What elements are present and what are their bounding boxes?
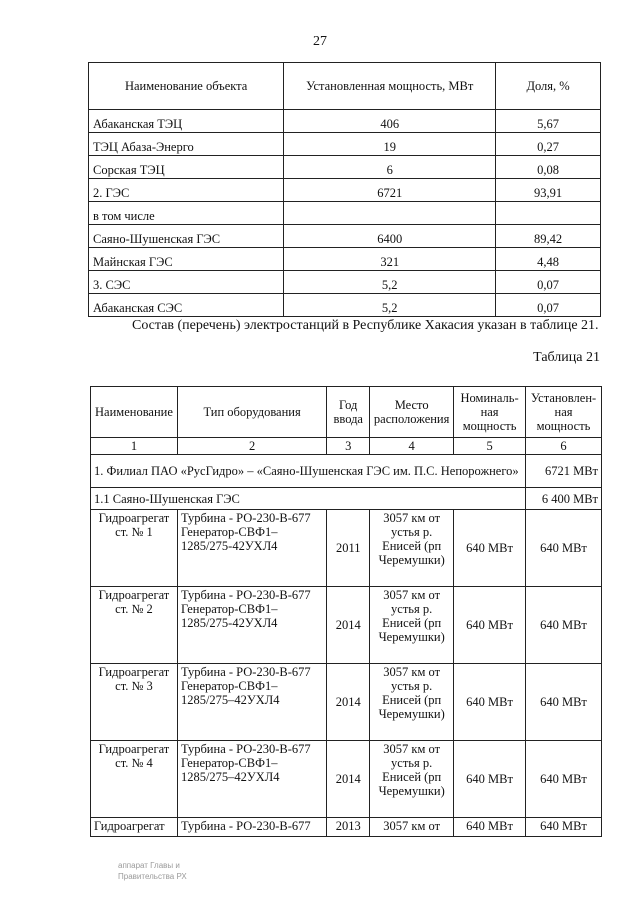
cell-power: 6721	[284, 179, 496, 202]
cell-name: Майнская ГЭС	[89, 248, 284, 271]
unit-name: Гидроагрегат ст. № 3	[91, 664, 178, 741]
cell-name: Абаканская СЭС	[89, 294, 284, 317]
column-header: Доля, %	[496, 63, 601, 110]
cell-power: 321	[284, 248, 496, 271]
column-number: 2	[177, 438, 326, 455]
unit-location: 3057 км от устья р. Енисей (рп Черемушки)	[370, 510, 454, 587]
unit-year: 2014	[327, 741, 370, 818]
cell-share: 0,07	[496, 271, 601, 294]
unit-year: 2011	[327, 510, 370, 587]
unit-year: 2014	[327, 587, 370, 664]
group-value: 6721 МВт	[526, 455, 602, 488]
table-row	[91, 741, 602, 818]
unit-location: 3057 км от	[370, 818, 454, 837]
unit-year: 2014	[327, 664, 370, 741]
cell-name: в том числе	[89, 202, 284, 225]
unit-installed-power: 640 МВт	[526, 818, 602, 837]
group-row	[91, 455, 602, 488]
column-header: Наименование объекта	[89, 63, 284, 110]
column-header: Тип оборудования	[177, 387, 326, 438]
unit-installed-power: 640 МВт	[526, 741, 602, 818]
cell-name: ТЭЦ Абаза-Энерго	[89, 133, 284, 156]
table-row	[91, 510, 602, 587]
cell-power: 19	[284, 133, 496, 156]
unit-nominal-power: 640 МВт	[454, 741, 526, 818]
cell-share: 4,48	[496, 248, 601, 271]
cell-power: 5,2	[284, 271, 496, 294]
table-row	[91, 587, 602, 664]
table-row	[91, 818, 602, 837]
unit-equipment: Турбина - РО-230-В-677	[177, 818, 326, 837]
table-header-row	[91, 387, 602, 438]
footer-stamp: аппарат Главы и Правительства РХ	[118, 861, 187, 881]
unit-location: 3057 км от устья р. Енисей (рп Черемушки)	[370, 741, 454, 818]
cell-power: 6400	[284, 225, 496, 248]
page-number: 27	[313, 34, 327, 49]
column-header: Установлен-ная мощность	[526, 387, 602, 438]
unit-nominal-power: 640 МВт	[454, 818, 526, 837]
unit-nominal-power: 640 МВт	[454, 510, 526, 587]
column-header: Установленная мощность, МВт	[284, 63, 496, 110]
cell-share: 0,27	[496, 133, 601, 156]
cell-power: 5,2	[284, 294, 496, 317]
table-header-row	[89, 63, 601, 110]
capacity-share-table	[88, 62, 601, 317]
unit-name: Гидроагрегат ст. № 1	[91, 510, 178, 587]
unit-equipment: Турбина - РО-230-В-677 Генератор-СВФ1–1285/275–42УХЛ4	[177, 741, 326, 818]
unit-location: 3057 км от устья р. Енисей (рп Черемушки)	[370, 664, 454, 741]
unit-year: 2013	[327, 818, 370, 837]
body-paragraph: Состав (перечень) электростанций в Республике Хакасия указан в таблице 21.	[132, 318, 599, 333]
unit-installed-power: 640 МВт	[526, 587, 602, 664]
table-row	[89, 133, 601, 156]
table-row	[89, 202, 601, 225]
cell-share: 5,67	[496, 110, 601, 133]
cell-name: 2. ГЭС	[89, 179, 284, 202]
unit-nominal-power: 640 МВт	[454, 664, 526, 741]
group-title: 1. Филиал ПАО «РусГидро» – «Саяно-Шушенская ГЭС им. П.С. Непорожнего»	[91, 455, 526, 488]
cell-power: 6	[284, 156, 496, 179]
cell-power	[284, 202, 496, 225]
cell-name: Саяно-Шушенская ГЭС	[89, 225, 284, 248]
column-number: 5	[454, 438, 526, 455]
unit-name: Гидроагрегат ст. № 4	[91, 741, 178, 818]
power-stations-table	[90, 386, 602, 837]
cell-name: Сорская ТЭЦ	[89, 156, 284, 179]
column-header: Место расположения	[370, 387, 454, 438]
subgroup-value: 6 400 МВт	[526, 488, 602, 510]
table-row	[89, 225, 601, 248]
column-number-row	[91, 438, 602, 455]
unit-equipment: Турбина - РО-230-В-677 Генератор-СВФ1–1285/275–42УХЛ4	[177, 664, 326, 741]
column-number: 6	[526, 438, 602, 455]
subgroup-title: 1.1 Саяно-Шушенская ГЭС	[91, 488, 526, 510]
cell-share: 93,91	[496, 179, 601, 202]
unit-name: Гидроагрегат	[91, 818, 178, 837]
column-number: 1	[91, 438, 178, 455]
cell-share: 0,07	[496, 294, 601, 317]
table-row	[91, 664, 602, 741]
unit-installed-power: 640 МВт	[526, 664, 602, 741]
table-row	[89, 156, 601, 179]
unit-nominal-power: 640 МВт	[454, 587, 526, 664]
cell-share: 0,08	[496, 156, 601, 179]
cell-name: Абаканская ТЭЦ	[89, 110, 284, 133]
cell-name: 3. СЭС	[89, 271, 284, 294]
table-row	[89, 179, 601, 202]
table-caption: Таблица 21	[533, 350, 600, 365]
subgroup-row	[91, 488, 602, 510]
column-header: Год ввода	[327, 387, 370, 438]
unit-installed-power: 640 МВт	[526, 510, 602, 587]
unit-equipment: Турбина - РО-230-В-677 Генератор-СВФ1–1285/275-42УХЛ4	[177, 587, 326, 664]
column-number: 3	[327, 438, 370, 455]
unit-name: Гидроагрегат ст. № 2	[91, 587, 178, 664]
column-header: Наименование	[91, 387, 178, 438]
table-row	[89, 294, 601, 317]
table-row	[89, 110, 601, 133]
unit-equipment: Турбина - РО-230-В-677 Генератор-СВФ1–1285/275-42УХЛ4	[177, 510, 326, 587]
column-number: 4	[370, 438, 454, 455]
table-row	[89, 271, 601, 294]
cell-share	[496, 202, 601, 225]
cell-power: 406	[284, 110, 496, 133]
table-row	[89, 248, 601, 271]
cell-share: 89,42	[496, 225, 601, 248]
column-header: Номиналь-ная мощность	[454, 387, 526, 438]
unit-location: 3057 км от устья р. Енисей (рп Черемушки)	[370, 587, 454, 664]
